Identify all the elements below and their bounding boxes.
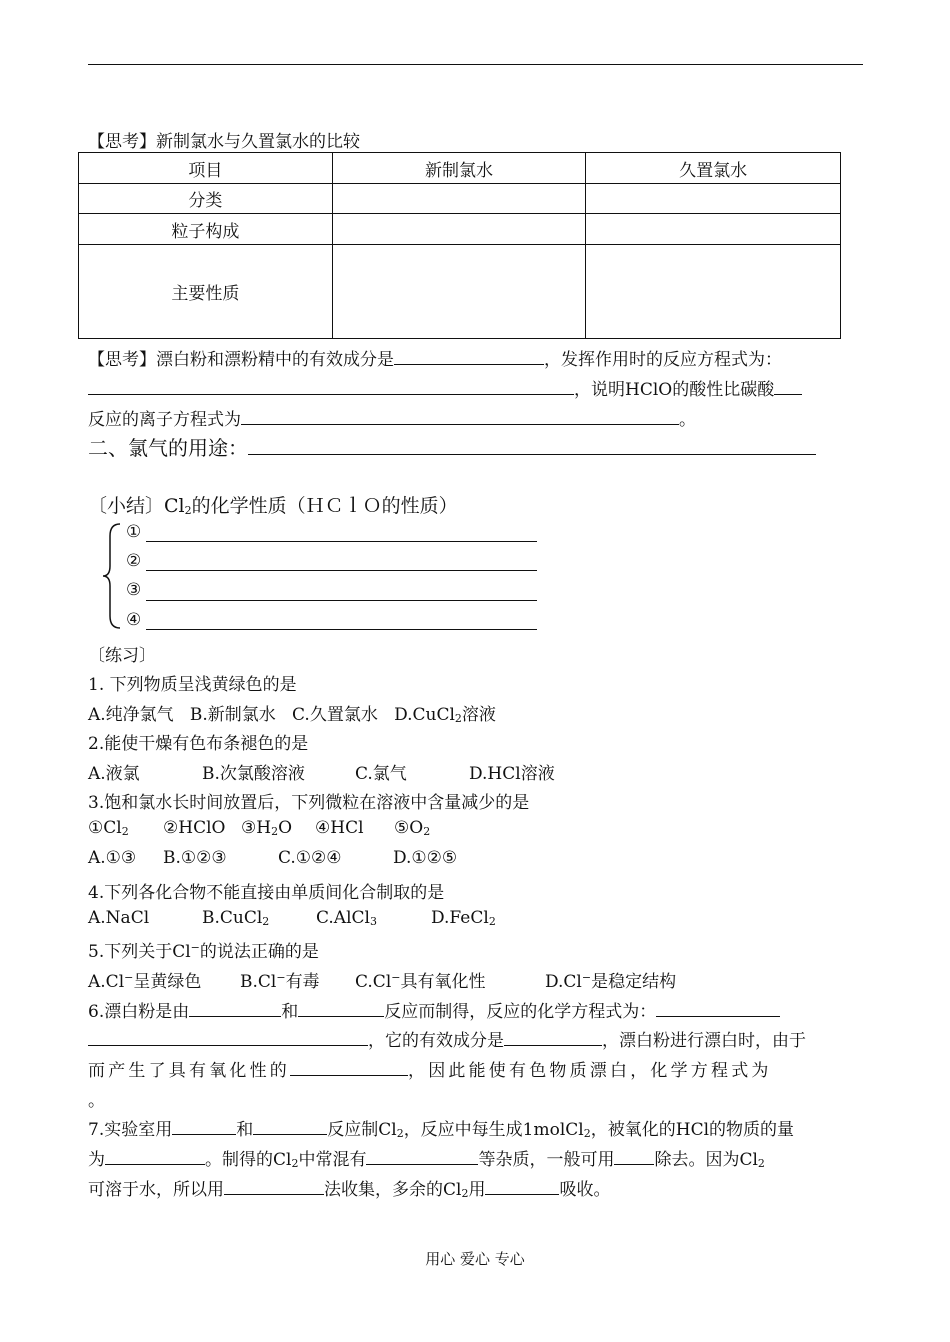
option-c[interactable]: C.氯气 xyxy=(355,764,407,784)
question-1-options xyxy=(88,700,496,725)
summary-heading: 〔小结〕$Cl_2$的化学性质（ＨＣｌＯ的性质） xyxy=(88,495,458,517)
question-4-stem: 4.下列各化合物不能直接由单质间化合制取的是 xyxy=(88,883,445,903)
think-2-line-3: 反应的离子方程式为 。 xyxy=(88,410,696,430)
question-6-line-4: 。 xyxy=(88,1091,105,1111)
option-a[interactable]: A.NaCl xyxy=(88,908,150,928)
blank[interactable] xyxy=(105,1150,205,1165)
blank[interactable] xyxy=(614,1150,654,1165)
question-7-line-1: 7.实验室用 和 反应制$Cl_2$，反应中每生成1molCl$_2$，被氧化的HCl的物质的量 xyxy=(88,1120,795,1140)
blank[interactable] xyxy=(88,1031,368,1046)
table-row xyxy=(79,184,841,214)
option-d[interactable]: D.HCl溶液 xyxy=(469,764,555,784)
question-1-stem: 1. 下列物质呈浅黄绿色的是 xyxy=(88,675,297,695)
table-row xyxy=(79,245,841,339)
option-c[interactable]: C.Cl−具有氧化性 xyxy=(355,971,486,992)
table-cell[interactable] xyxy=(332,214,586,245)
question-6-line-1: 6.漂白粉是由 和 反应而制得，反应的化学方程式为： xyxy=(88,997,780,1022)
option-a[interactable]: A.液氯 xyxy=(88,764,140,784)
top-rule xyxy=(88,64,863,65)
table-cell[interactable] xyxy=(332,184,586,214)
table-cell[interactable] xyxy=(586,184,841,214)
practice-label: 〔练习〕 xyxy=(88,646,156,666)
summary-item-marker: ② xyxy=(126,551,142,571)
particle-1: $①Cl_2$ xyxy=(88,818,129,838)
option-b[interactable]: B.CuCl$_2$ xyxy=(202,908,270,928)
particle-4: ④HCl xyxy=(315,818,364,838)
particle-2: ②HClO xyxy=(163,818,226,838)
summary-item-line[interactable] xyxy=(146,600,537,601)
summary-item-line[interactable] xyxy=(146,629,537,630)
question-7-line-2: 为 。制得的$Cl_2$中常混有 等杂质，一般可用 除去。因为$Cl_2$ xyxy=(88,1150,765,1170)
think-heading-1: 【思考】新制氯水与久置氯水的比较 xyxy=(88,132,360,152)
option-d[interactable]: D.Cl−是稳定结构 xyxy=(545,971,677,992)
question-5-stem: 5.下列关于Cl−的说法正确的是 xyxy=(88,941,319,962)
summary-item-marker: ① xyxy=(126,522,142,542)
think-2-line-2: ，说明HClO的酸性比碳酸 xyxy=(88,375,802,400)
blank[interactable] xyxy=(253,1120,327,1135)
table-cell[interactable] xyxy=(332,245,586,339)
table-cell[interactable] xyxy=(586,245,841,339)
option-b[interactable]: B.Cl−有毒 xyxy=(240,971,320,992)
table-row-label: 分类 xyxy=(79,184,333,214)
blank[interactable] xyxy=(394,350,544,365)
table-row-label: 粒子构成 xyxy=(79,214,333,245)
option-a[interactable]: A.①③ xyxy=(88,848,137,868)
table-row xyxy=(79,214,841,245)
blank[interactable] xyxy=(656,1002,780,1017)
table-header-row xyxy=(79,153,841,184)
blank[interactable] xyxy=(485,1180,559,1195)
question-6-line-3: 而产生了具有氧化性的 ，因此能使有色物质漂白，化学方程式为 xyxy=(88,1061,772,1081)
question-2-stem: 2.能使干燥有色布条褪色的是 xyxy=(88,734,309,754)
blank[interactable] xyxy=(298,1002,384,1017)
summary-item-marker: ④ xyxy=(126,610,142,630)
think-2-line-1: 【思考】漂白粉和漂粉精中的有效成分是 ，发挥作用时的反应方程式为： xyxy=(88,350,782,370)
summary-item-line[interactable] xyxy=(146,541,537,542)
particle-3: $③H_2O$ xyxy=(241,818,293,838)
comparison-table xyxy=(78,152,841,339)
table-header: 新制氯水 xyxy=(332,153,586,184)
option-d[interactable]: D.CuCl$_2$溶液 xyxy=(394,705,496,725)
option-d[interactable]: D.①②⑤ xyxy=(393,848,458,868)
particle-5: $⑤O_2$ xyxy=(394,818,431,838)
option-b[interactable]: B.新制氯水 xyxy=(189,705,276,725)
table-cell[interactable] xyxy=(586,214,841,245)
table-header: 项目 xyxy=(79,153,333,184)
blank[interactable] xyxy=(224,1180,324,1195)
blank[interactable] xyxy=(290,1061,408,1076)
blank[interactable] xyxy=(248,436,816,455)
table-header: 久置氯水 xyxy=(586,153,841,184)
blank[interactable] xyxy=(172,1120,236,1135)
question-6-line-2: ，它的有效成分是 ，漂白粉进行漂白时，由于 xyxy=(88,1026,806,1051)
question-7-line-3: 可溶于水，所以用 法收集，多余的$Cl_2$用 吸收。 xyxy=(88,1180,611,1200)
blank[interactable] xyxy=(88,380,574,395)
option-b[interactable]: B.①②③ xyxy=(163,848,227,868)
option-a[interactable]: A.纯净氯气 xyxy=(88,705,174,725)
summary-item-line[interactable] xyxy=(146,570,537,571)
option-a[interactable]: A.Cl−呈黄绿色 xyxy=(88,971,202,992)
option-c[interactable]: C.①②④ xyxy=(278,848,342,868)
option-d[interactable]: D.FeCl$_2$ xyxy=(431,908,496,928)
blank[interactable] xyxy=(366,1150,478,1165)
section-heading-uses: 二、氯气的用途： xyxy=(88,432,816,461)
blank[interactable] xyxy=(774,380,802,395)
curly-brace-icon xyxy=(100,522,124,630)
question-3-stem: 3.饱和氯水长时间放置后，下列微粒在溶液中含量减少的是 xyxy=(88,793,530,813)
page-footer: 用心 爱心 专心 xyxy=(425,1250,525,1268)
blank[interactable] xyxy=(241,410,679,425)
option-c[interactable]: C.久置氯水 xyxy=(292,705,378,725)
summary-item-marker: ③ xyxy=(126,580,142,600)
option-c[interactable]: C.AlCl$_3$ xyxy=(316,908,377,928)
blank[interactable] xyxy=(504,1031,602,1046)
table-row-label: 主要性质 xyxy=(79,245,333,339)
option-b[interactable]: B.次氯酸溶液 xyxy=(202,764,305,784)
blank[interactable] xyxy=(189,1002,281,1017)
